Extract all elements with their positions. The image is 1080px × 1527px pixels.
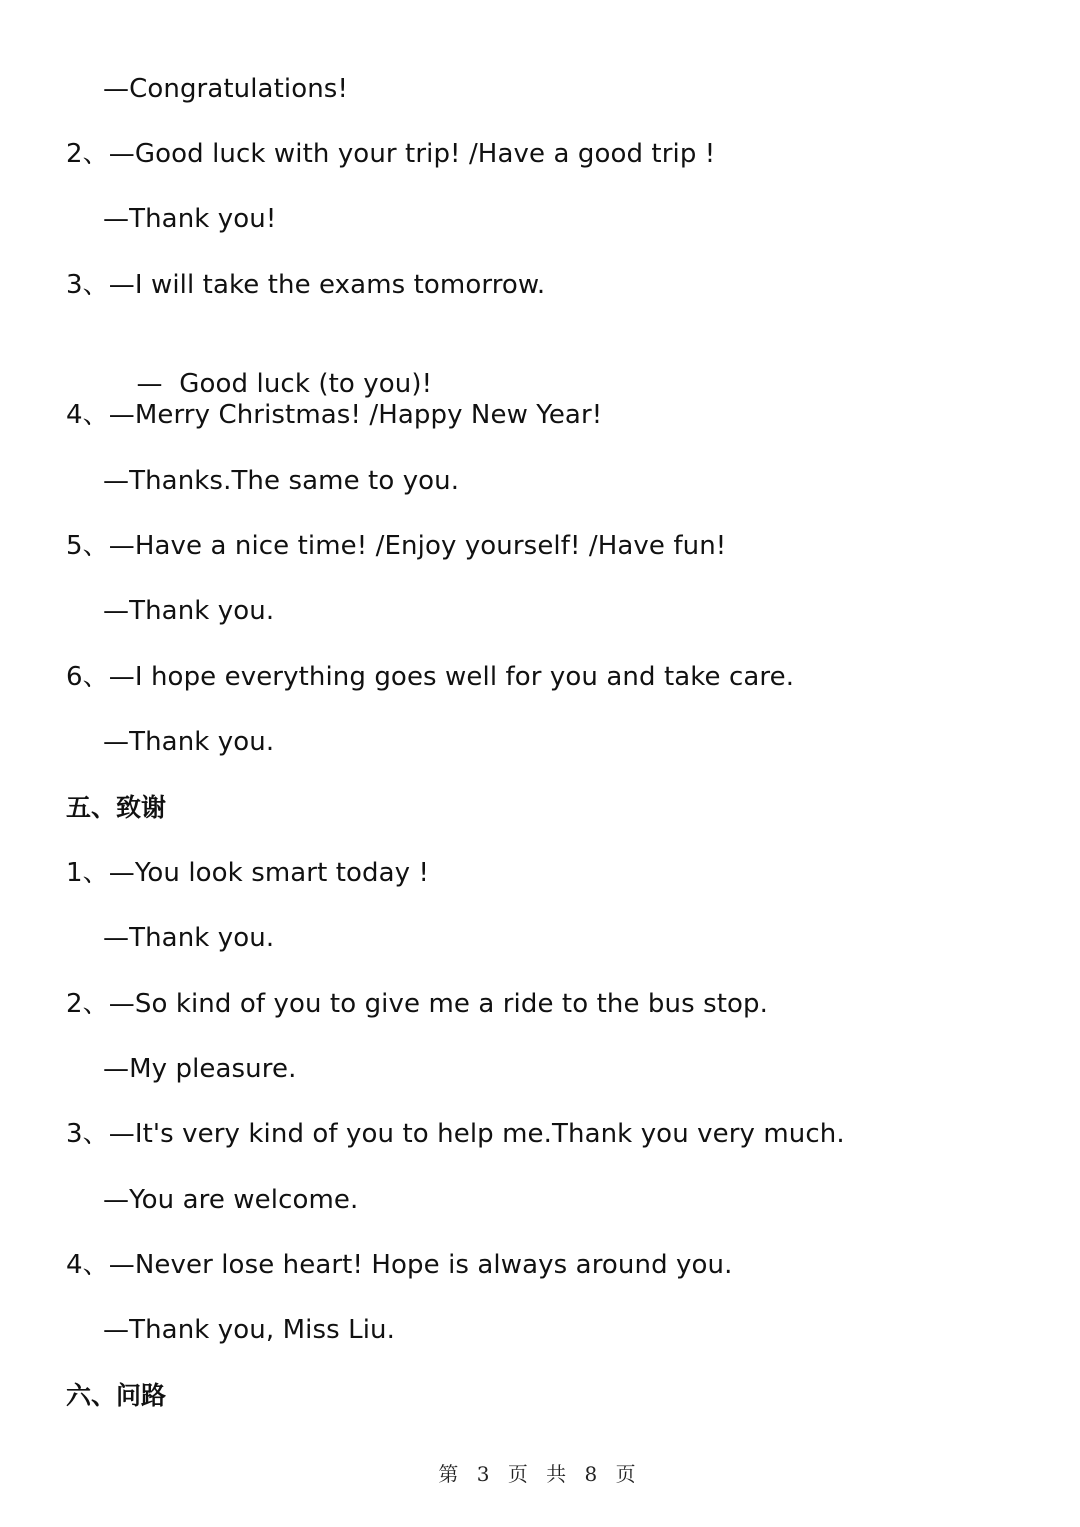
line-text: —Thank you. <box>103 727 275 757</box>
item-number: 2、 <box>66 989 109 1019</box>
dialogue-line <box>103 1313 395 1347</box>
line-text: — Good luck (to you)! <box>136 369 433 399</box>
section-heading: 五、致谢 <box>66 793 167 822</box>
item-number: 3、 <box>66 1119 109 1149</box>
line-text: —Merry Christmas! /Happy New Year! <box>108 400 603 430</box>
line-text: —Thank you! <box>103 204 277 234</box>
line-text: —I will take the exams tomorrow. <box>108 270 546 300</box>
line-text: —Have a nice time! /Enjoy yourself! /Have fun! <box>108 531 727 561</box>
item-number: 4、 <box>66 400 109 430</box>
dialogue-line <box>66 1248 732 1282</box>
item-number: 5、 <box>66 531 109 561</box>
dialogue-line <box>66 1117 845 1151</box>
line-text: —Never lose heart! Hope is always around you. <box>108 1250 733 1280</box>
dialogue-line <box>66 137 715 171</box>
item-number: 4、 <box>66 1250 109 1280</box>
page-footer: 第 3 页 共 8 页 <box>438 1462 642 1486</box>
item-number: 2、 <box>66 139 109 169</box>
item-number: 3、 <box>66 270 109 300</box>
dialogue-line <box>103 594 274 628</box>
line-text: —It's very kind of you to help me.Thank you very much. <box>108 1119 845 1149</box>
line-text: —My pleasure. <box>103 1054 297 1084</box>
line-text: —Thanks.The same to you. <box>103 466 460 496</box>
line-text: —Congratulations! <box>103 74 348 104</box>
dialogue-line <box>103 1183 358 1217</box>
dialogue-line <box>66 856 429 890</box>
item-number: 6、 <box>66 662 109 692</box>
dialogue-line <box>103 464 459 498</box>
dialogue-line <box>66 660 794 694</box>
dialogue-line <box>103 1052 296 1086</box>
line-text: —So kind of you to give me a ride to the bus stop. <box>108 989 769 1019</box>
line-text: —Thank you. <box>103 923 275 953</box>
item-number: 1、 <box>66 858 109 888</box>
dialogue-line <box>66 987 768 1021</box>
dialogue-line <box>66 398 602 432</box>
line-text: —You look smart today ! <box>108 858 430 888</box>
line-text: —Thank you, Miss Liu. <box>103 1315 395 1345</box>
section-heading: 六、问路 <box>66 1381 167 1410</box>
dialogue-line <box>103 921 274 955</box>
line-text: —Good luck with your trip! /Have a good trip ! <box>108 139 716 169</box>
dialogue-line <box>103 202 276 236</box>
dialogue-line <box>66 529 726 563</box>
dialogue-line <box>103 725 274 759</box>
dialogue-line <box>103 72 348 106</box>
line-text: —I hope everything goes well for you and take care. <box>108 662 795 692</box>
dialogue-line <box>66 268 545 302</box>
line-text: —Thank you. <box>103 596 275 626</box>
line-text: —You are welcome. <box>103 1185 359 1215</box>
